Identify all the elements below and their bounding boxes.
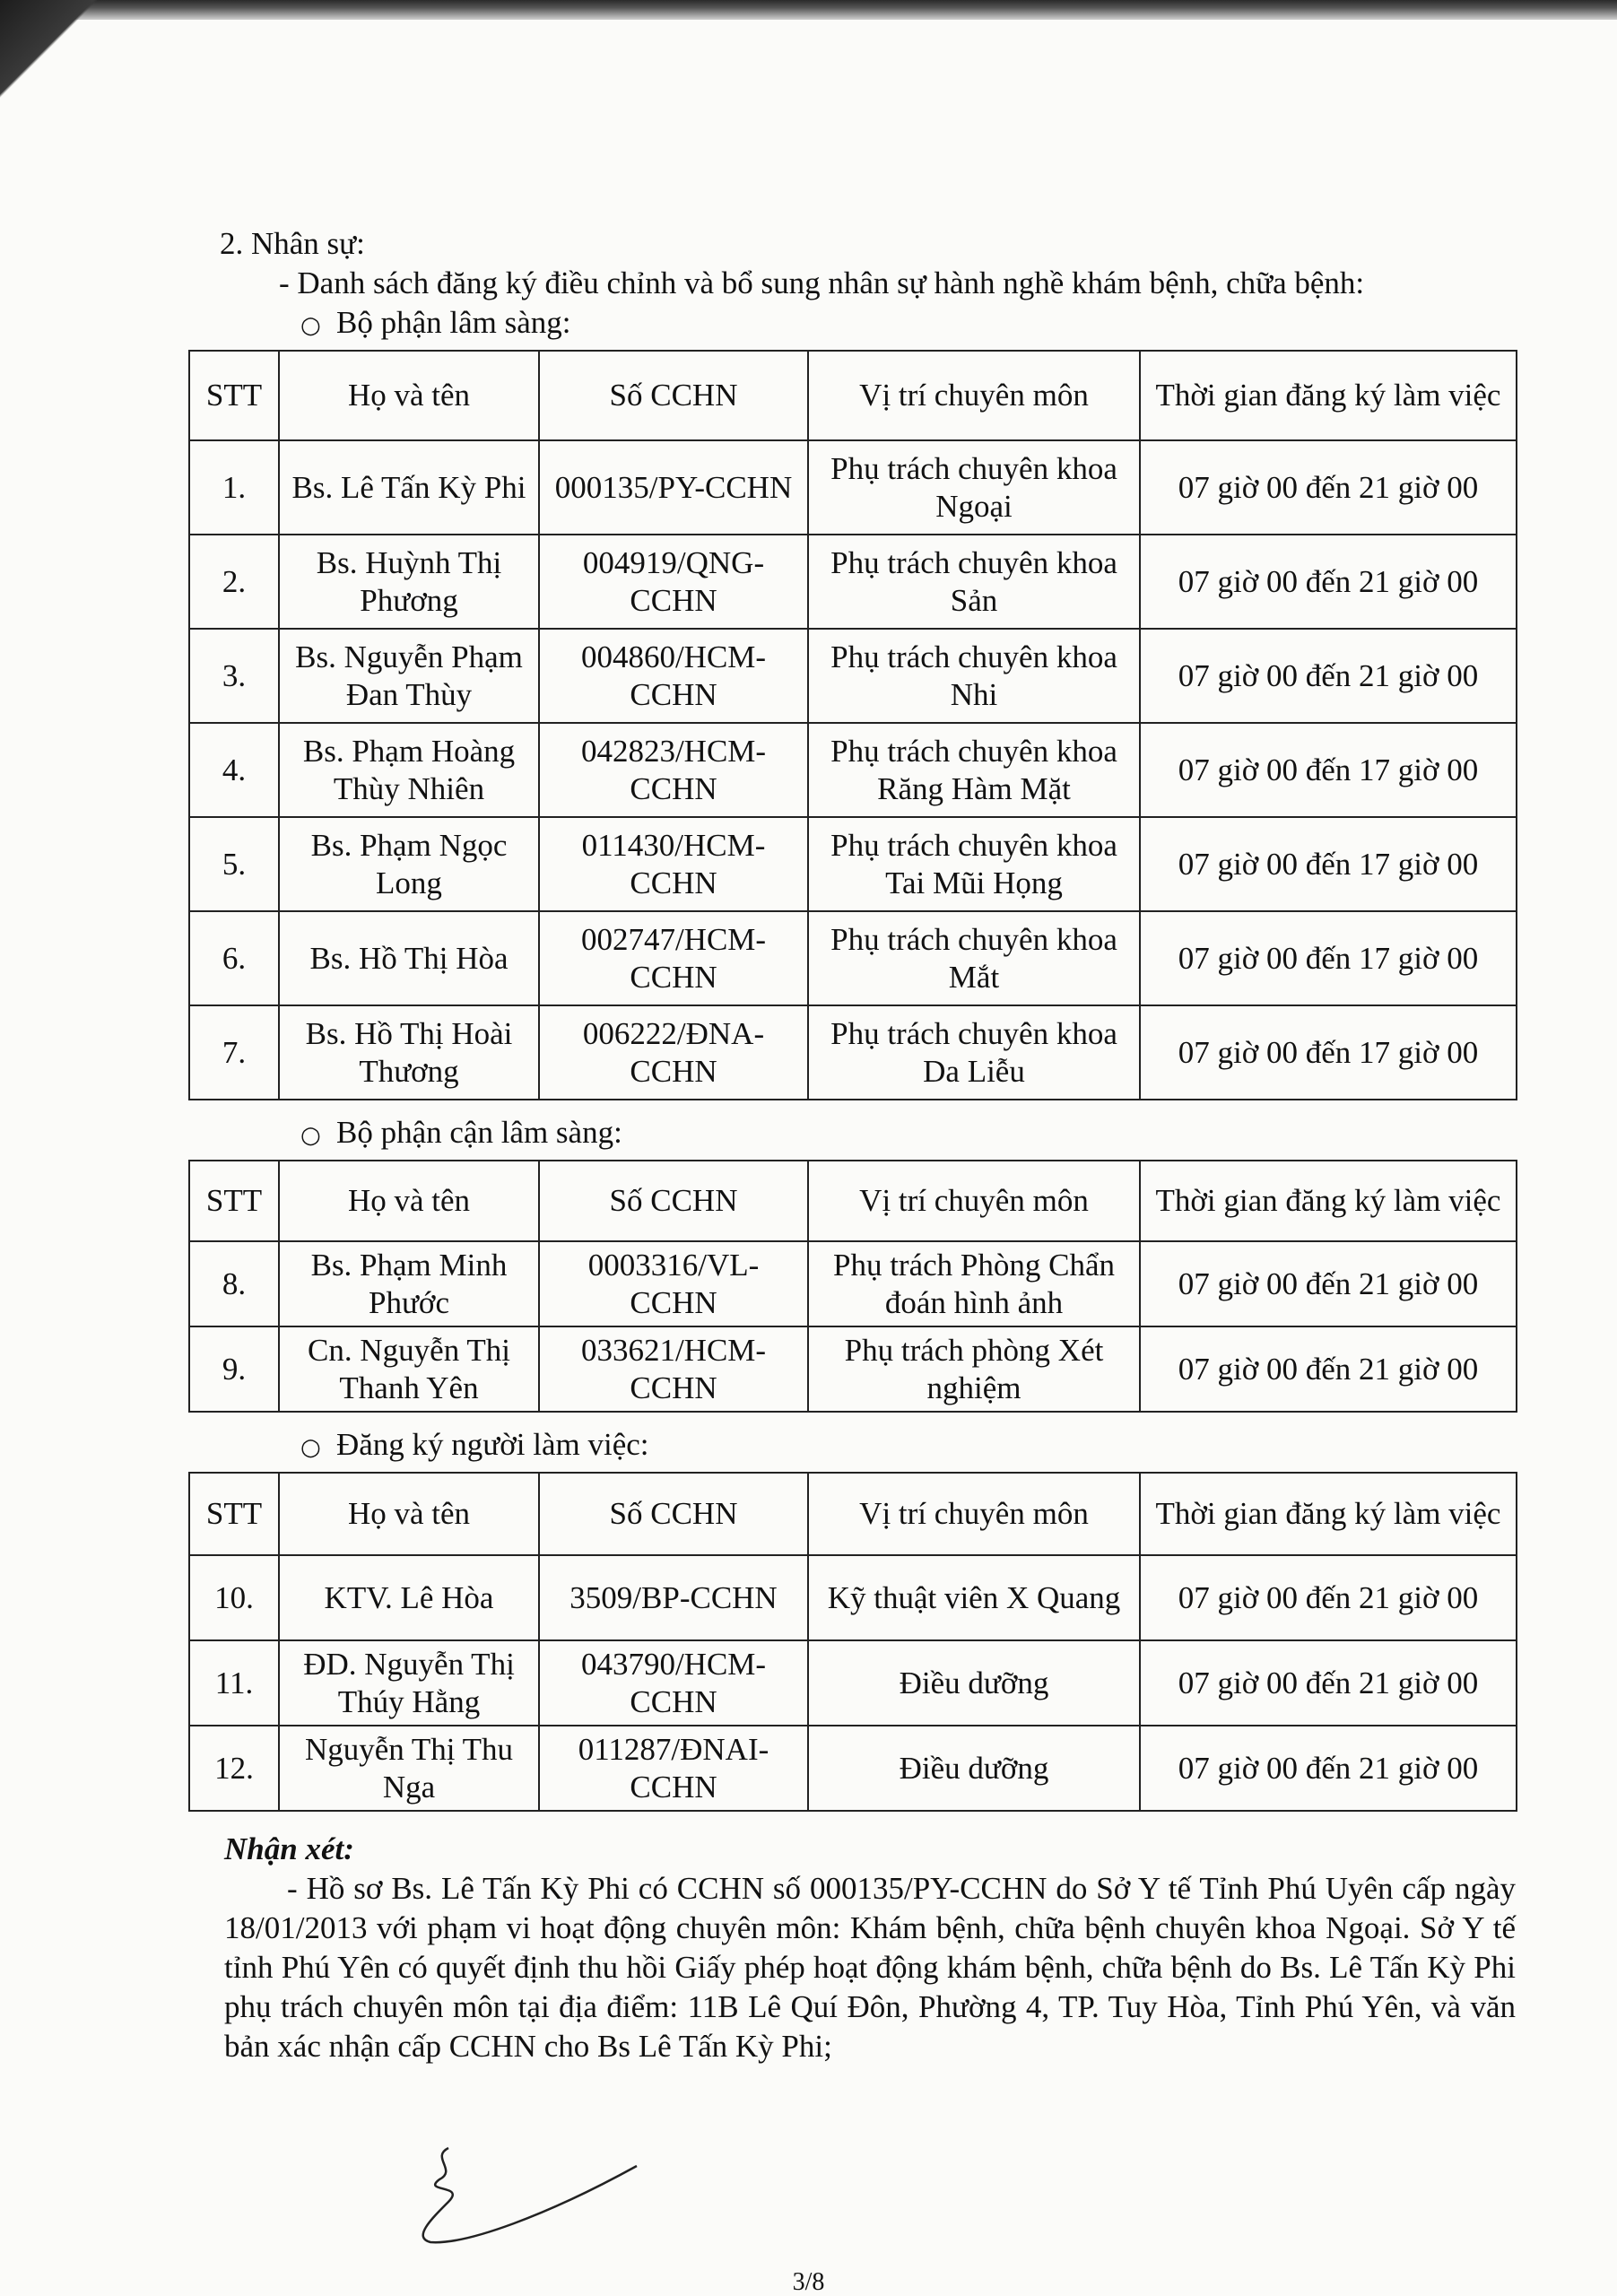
cell-stt: 3.: [189, 629, 279, 723]
column-header: Họ và tên: [279, 351, 539, 440]
circle-bullet-icon: ○: [300, 1122, 321, 1149]
note-title: Nhận xét:: [224, 1831, 354, 1866]
cell-stt: 12.: [189, 1726, 279, 1811]
table-header-row: [189, 1161, 1517, 1241]
cell-cchn: 043790/HCM-CCHN: [539, 1640, 808, 1726]
signature-mark: [413, 2130, 700, 2256]
cell-time: 07 giờ 00 đến 21 giờ 00: [1140, 535, 1517, 629]
cell-cchn: 004919/QNG-CCHN: [539, 535, 808, 629]
cell-cchn: 004860/HCM-CCHN: [539, 629, 808, 723]
table-row: [189, 1555, 1517, 1640]
cell-name: Nguyễn Thị Thu Nga: [279, 1726, 539, 1811]
cell-role: Kỹ thuật viên X Quang: [808, 1555, 1140, 1640]
column-header: Họ và tên: [279, 1161, 539, 1241]
column-header: STT: [189, 1161, 279, 1241]
column-header: Vị trí chuyên môn: [808, 1161, 1140, 1241]
cell-cchn: 011287/ĐNAI-CCHN: [539, 1726, 808, 1811]
cell-time: 07 giờ 00 đến 21 giờ 00: [1140, 1640, 1517, 1726]
cell-cchn: 011430/HCM-CCHN: [539, 817, 808, 911]
cell-stt: 7.: [189, 1005, 279, 1100]
group-label: [300, 303, 1547, 343]
cell-time: 07 giờ 00 đến 17 giờ 00: [1140, 817, 1517, 911]
table-row: [189, 911, 1517, 1005]
cell-time: 07 giờ 00 đến 21 giờ 00: [1140, 1726, 1517, 1811]
page-number: 3/8: [792, 2268, 825, 2296]
group-label-text: Đăng ký người làm việc:: [336, 1427, 649, 1462]
cell-stt: 11.: [189, 1640, 279, 1726]
cell-time: 07 giờ 00 đến 21 giờ 00: [1140, 1241, 1517, 1326]
table-row: [189, 1640, 1517, 1726]
column-header: Thời gian đăng ký làm việc: [1140, 351, 1517, 440]
cell-name: Bs. Phạm Hoàng Thùy Nhiên: [279, 723, 539, 817]
cell-name: KTV. Lê Hòa: [279, 1555, 539, 1640]
cell-time: 07 giờ 00 đến 21 giờ 00: [1140, 440, 1517, 535]
cell-stt: 5.: [189, 817, 279, 911]
circle-bullet-icon: ○: [300, 1434, 321, 1461]
cell-name: ĐD. Nguyễn Thị Thúy Hằng: [279, 1640, 539, 1726]
section-title: 2. Nhân sự:: [220, 226, 365, 261]
table-row: [189, 629, 1517, 723]
cell-cchn: 3509/BP-CCHN: [539, 1555, 808, 1640]
cell-role: Phụ trách chuyên khoa Ngoại: [808, 440, 1140, 535]
cell-role: Phụ trách chuyên khoa Tai Mũi Họng: [808, 817, 1140, 911]
cell-role: Phụ trách chuyên khoa Sản: [808, 535, 1140, 629]
table-header-row: [189, 351, 1517, 440]
staff-table: [188, 1160, 1517, 1413]
cell-name: Bs. Lê Tấn Kỳ Phi: [279, 440, 539, 535]
staff-groups: [205, 303, 1547, 1824]
group-label-text: Bộ phận cận lâm sàng:: [336, 1115, 622, 1150]
cell-name: Bs. Phạm Minh Phước: [279, 1241, 539, 1326]
cell-role: Phụ trách chuyên khoa Da Liễu: [808, 1005, 1140, 1100]
cell-stt: 9.: [189, 1326, 279, 1412]
cell-cchn: 0003316/VL-CCHN: [539, 1241, 808, 1326]
section-intro: - Danh sách đăng ký điều chỉnh và bổ sung nhân sự hành nghề khám bệnh, chữa bệnh:: [279, 265, 1365, 300]
table-row: [189, 723, 1517, 817]
group-label: [300, 1425, 1547, 1465]
cell-time: 07 giờ 00 đến 21 giờ 00: [1140, 1555, 1517, 1640]
table-row: [189, 1241, 1517, 1326]
cell-time: 07 giờ 00 đến 21 giờ 00: [1140, 1326, 1517, 1412]
column-header: Họ và tên: [279, 1473, 539, 1555]
table-row: [189, 1726, 1517, 1811]
cell-role: Điều dưỡng: [808, 1640, 1140, 1726]
cell-role: Phụ trách Phòng Chẩn đoán hình ảnh: [808, 1241, 1140, 1326]
cell-role: Phụ trách chuyên khoa Răng Hàm Mặt: [808, 723, 1140, 817]
column-header: Số CCHN: [539, 1473, 808, 1555]
cell-role: Điều dưỡng: [808, 1726, 1140, 1811]
table-row: [189, 535, 1517, 629]
cell-role: Phụ trách chuyên khoa Nhi: [808, 629, 1140, 723]
cell-stt: 10.: [189, 1555, 279, 1640]
cell-name: Bs. Hồ Thị Hòa: [279, 911, 539, 1005]
cell-role: Phụ trách chuyên khoa Mắt: [808, 911, 1140, 1005]
staff-table: [188, 1472, 1517, 1812]
cell-time: 07 giờ 00 đến 17 giờ 00: [1140, 723, 1517, 817]
note-paragraph: - Hồ sơ Bs. Lê Tấn Kỳ Phi có CCHN số 000135/PY-CCHN do Sở Y tế Tỉnh Phú Uyên cấp ngày 18/01/2013 với phạm vi hoạt động chuyên môn: Khám bệnh, chữa bệnh chuyên khoa Ngoại. Sở Y tế tỉnh Phú Yên có quyết định thu hồi Giấy phép hoạt động khám bệnh, chữa bệnh do Bs. Lê Tấn Kỳ Phi phụ trách chuyên môn tại địa điểm: 11B Lê Quí Đôn, Phường 4, TP. Tuy Hòa, Tỉnh Phú Yên, và văn bản xác nhận cấp CCHN cho Bs Lê Tấn Kỳ Phi;: [224, 1871, 1516, 2064]
cell-cchn: 006222/ĐNA-CCHN: [539, 1005, 808, 1100]
table-row: [189, 817, 1517, 911]
column-header: Thời gian đăng ký làm việc: [1140, 1161, 1517, 1241]
cell-cchn: 033621/HCM-CCHN: [539, 1326, 808, 1412]
circle-bullet-icon: ○: [300, 312, 321, 339]
column-header: Thời gian đăng ký làm việc: [1140, 1473, 1517, 1555]
table-row: [189, 1005, 1517, 1100]
group-label: [300, 1113, 1547, 1152]
cell-name: Cn. Nguyễn Thị Thanh Yên: [279, 1326, 539, 1412]
column-header: STT: [189, 1473, 279, 1555]
cell-time: 07 giờ 00 đến 17 giờ 00: [1140, 911, 1517, 1005]
column-header: Vị trí chuyên môn: [808, 1473, 1140, 1555]
column-header: Số CCHN: [539, 1161, 808, 1241]
cell-stt: 4.: [189, 723, 279, 817]
cell-name: Bs. Hồ Thị Hoài Thương: [279, 1005, 539, 1100]
column-header: Vị trí chuyên môn: [808, 351, 1140, 440]
cell-name: Bs. Huỳnh Thị Phương: [279, 535, 539, 629]
column-header: STT: [189, 351, 279, 440]
cell-role: Phụ trách phòng Xét nghiệm: [808, 1326, 1140, 1412]
cell-cchn: 042823/HCM-CCHN: [539, 723, 808, 817]
cell-time: 07 giờ 00 đến 17 giờ 00: [1140, 1005, 1517, 1100]
cell-name: Bs. Phạm Ngọc Long: [279, 817, 539, 911]
column-header: Số CCHN: [539, 351, 808, 440]
cell-stt: 1.: [189, 440, 279, 535]
cell-time: 07 giờ 00 đến 21 giờ 00: [1140, 629, 1517, 723]
table-row: [189, 1326, 1517, 1412]
table-header-row: [189, 1473, 1517, 1555]
table-row: [189, 440, 1517, 535]
staff-table: [188, 350, 1517, 1100]
cell-stt: 8.: [189, 1241, 279, 1326]
cell-cchn: 000135/PY-CCHN: [539, 440, 808, 535]
cell-cchn: 002747/HCM-CCHN: [539, 911, 808, 1005]
cell-stt: 2.: [189, 535, 279, 629]
document-body: [205, 224, 1547, 2066]
group-label-text: Bộ phận lâm sàng:: [336, 305, 571, 340]
scan-folded-corner: [0, 0, 215, 161]
cell-stt: 6.: [189, 911, 279, 1005]
cell-name: Bs. Nguyễn Phạm Đan Thùy: [279, 629, 539, 723]
scan-top-edge: [0, 0, 1617, 20]
